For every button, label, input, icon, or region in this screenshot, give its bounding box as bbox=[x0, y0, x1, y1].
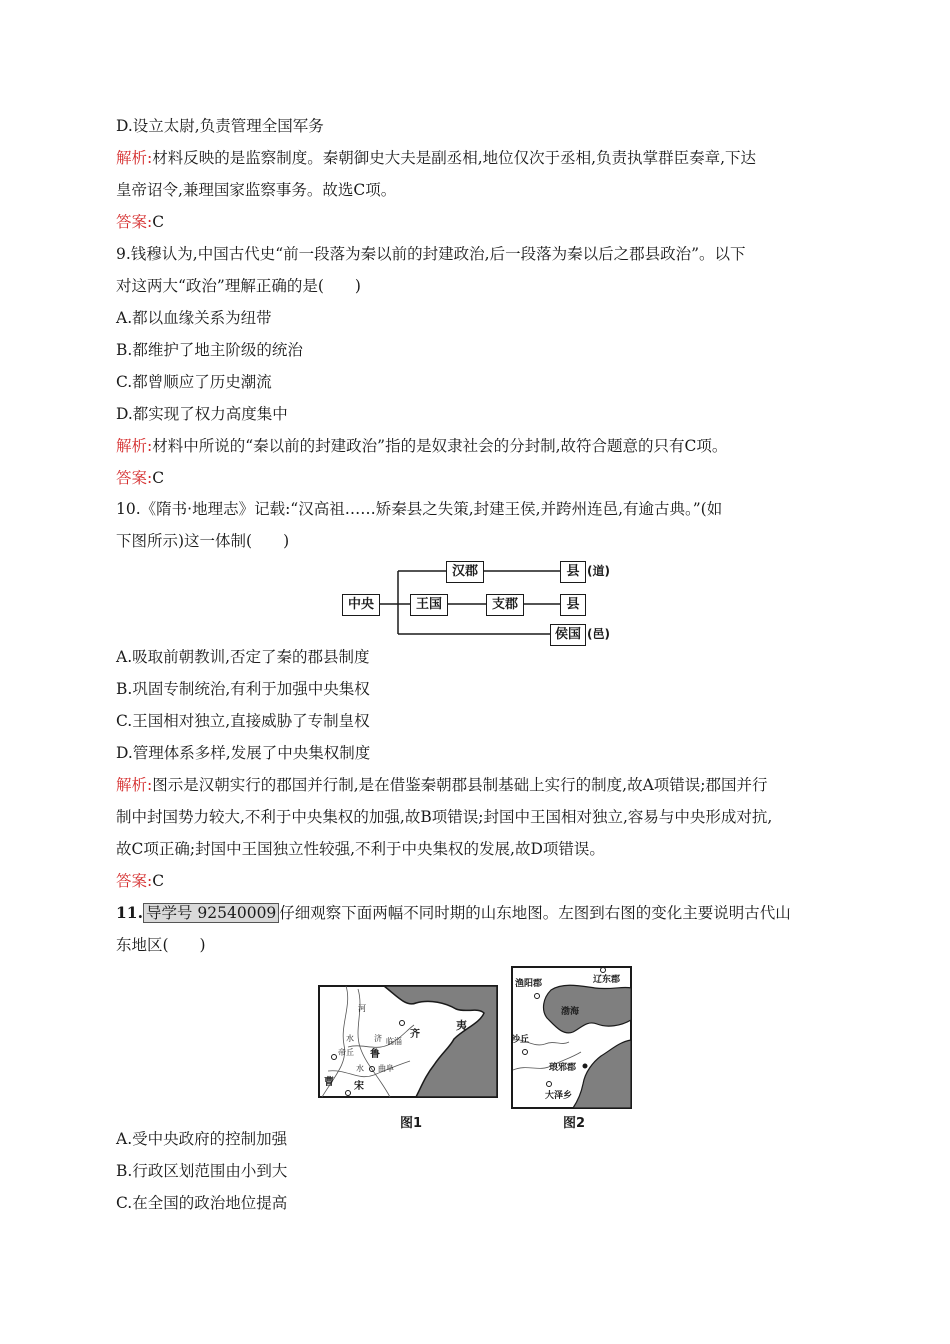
q10-option-a: A.吸取前朝教训,否定了秦的郡县制度 bbox=[116, 648, 370, 666]
daoxue-number-tag[interactable]: 导学号 92540009 bbox=[143, 903, 279, 923]
analysis-text: 材料反映的是监察制度。秦朝御史大夫是副丞相,地位仅次于丞相,负责执掌群臣奏章,下达 bbox=[152, 149, 757, 167]
diagram-han-jun-box: 汉郡 bbox=[446, 561, 484, 583]
map2-label-bohai: 渤海 bbox=[561, 1007, 580, 1017]
q9-stem: 9.钱穆认为,中国古代史“前一段落为秦以前的封建政治,后一段落为秦以后之郡县政治”。以下 bbox=[116, 245, 746, 263]
shandong-map-2 bbox=[511, 966, 632, 1109]
q10-analysis-cont-1: 制中封国势力较大,不利于中央集权的加强,故B项错误;封国中王国相对独立,容易与中央形成对抗, bbox=[116, 808, 773, 826]
map2-label-dazexiang: 大泽乡 bbox=[545, 1091, 573, 1101]
map1-label-qi: 齐 bbox=[410, 1029, 420, 1040]
map1-label-cao: 曹 bbox=[324, 1077, 334, 1088]
q11-option-a: A.受中央政府的控制加强 bbox=[116, 1130, 288, 1148]
q10-option-b: B.巩固专制统治,有利于加强中央集权 bbox=[116, 680, 370, 698]
map2-label-yuyang: 渔阳郡 bbox=[515, 979, 543, 989]
analysis-text: 材料中所说的“秦以前的封建政治”指的是奴隶社会的分封制,故符合题意的只有C项。 bbox=[152, 437, 728, 455]
diagram-wang-guo-box: 王国 bbox=[410, 594, 448, 616]
answer-value: C bbox=[152, 872, 165, 890]
q11-stem-cont: 东地区( ) bbox=[116, 936, 206, 954]
q9-option-b: B.都维护了地主阶级的统治 bbox=[116, 341, 303, 359]
q8-analysis-cont: 皇帝诏令,兼理国家监察事务。故选C项。 bbox=[116, 181, 397, 199]
analysis-label: 解析: bbox=[116, 149, 153, 167]
shandong-map-1 bbox=[318, 985, 498, 1098]
diagram-center-box: 中央 bbox=[342, 594, 380, 616]
map2-caption: 图2 bbox=[563, 1116, 586, 1131]
map1-label-he: 河 bbox=[358, 1004, 366, 1013]
map1-label-lu: 鲁 bbox=[370, 1049, 380, 1060]
q10-stem-cont: 下图所示)这一体制( ) bbox=[116, 532, 290, 550]
map1-label-yi: 夷 bbox=[456, 1019, 467, 1032]
answer-label: 答案: bbox=[116, 213, 153, 231]
q10-analysis bbox=[116, 775, 768, 795]
q10-stem: 10.《隋书·地理志》记载:“汉高祖……矫秦县之失策,封建王侯,并跨州连邑,有逾古典。”(如 bbox=[116, 500, 723, 518]
q8-option-d: D.设立太尉,负责管理全国军务 bbox=[116, 117, 324, 135]
question-number: 11. bbox=[116, 903, 143, 922]
map1-label-diqiu: 帝丘 bbox=[338, 1048, 354, 1057]
map1-label-linzi: 临淄 bbox=[386, 1037, 402, 1046]
diagram-hou-guo-box: 侯国 bbox=[550, 624, 586, 646]
q9-option-a: A.都以血缘关系为纽带 bbox=[116, 309, 272, 327]
q9-option-d: D.都实现了权力高度集中 bbox=[116, 405, 288, 423]
analysis-label: 解析: bbox=[116, 437, 153, 455]
map2-label-liaodong: 辽东郡 bbox=[593, 975, 621, 985]
q9-option-c: C.都曾顺应了历史潮流 bbox=[116, 373, 272, 391]
q10-option-d: D.管理体系多样,发展了中央集权制度 bbox=[116, 744, 371, 762]
analysis-text: 图示是汉朝实行的郡国并行制,是在借鉴秦朝郡县制基础上实行的制度,故A项错误;郡国并行 bbox=[152, 776, 768, 794]
map1-label-shui: 水 bbox=[346, 1034, 354, 1043]
answer-value: C bbox=[152, 469, 165, 487]
diagram-yi-note: (邑) bbox=[587, 627, 610, 641]
answer-label: 答案: bbox=[116, 469, 153, 487]
map1-label-qufu: 曲阜 bbox=[378, 1064, 394, 1073]
q10-option-c: C.王国相对独立,直接威胁了专制皇权 bbox=[116, 712, 370, 730]
map1-label-ji: 济 bbox=[374, 1034, 382, 1043]
q9-stem-cont: 对这两大“政治”理解正确的是( ) bbox=[116, 277, 361, 295]
answer-label: 答案: bbox=[116, 872, 153, 890]
map1-caption: 图1 bbox=[400, 1116, 423, 1131]
q11-option-c: C.在全国的政治地位提高 bbox=[116, 1194, 288, 1212]
q11-stem bbox=[116, 903, 791, 923]
q10-analysis-cont-2: 故C项正确;封国中王国独立性较强,不利于中央集权的发展,故D项错误。 bbox=[116, 840, 605, 858]
q11-stem-text: 仔细观察下面两幅不同时期的山东地图。左图到右图的变化主要说明古代山 bbox=[279, 904, 791, 922]
map1-label-shui2: 水 bbox=[356, 1064, 364, 1073]
analysis-label: 解析: bbox=[116, 776, 153, 794]
map2-label-shaqiu: 沙丘 bbox=[511, 1035, 530, 1045]
q11-option-b: B.行政区划范围由小到大 bbox=[116, 1162, 288, 1180]
diagram-xian-mid-box: 县 bbox=[560, 594, 586, 616]
map2-label-langya: 琅邪郡 bbox=[549, 1063, 577, 1073]
diagram-zhi-jun-box: 支郡 bbox=[486, 594, 524, 616]
answer-value: C bbox=[152, 213, 165, 231]
diagram-dao-note: (道) bbox=[587, 564, 610, 578]
diagram-xian-top-box: 县 bbox=[560, 561, 586, 583]
map1-label-song: 宋 bbox=[354, 1081, 364, 1092]
q10-answer bbox=[116, 871, 164, 891]
